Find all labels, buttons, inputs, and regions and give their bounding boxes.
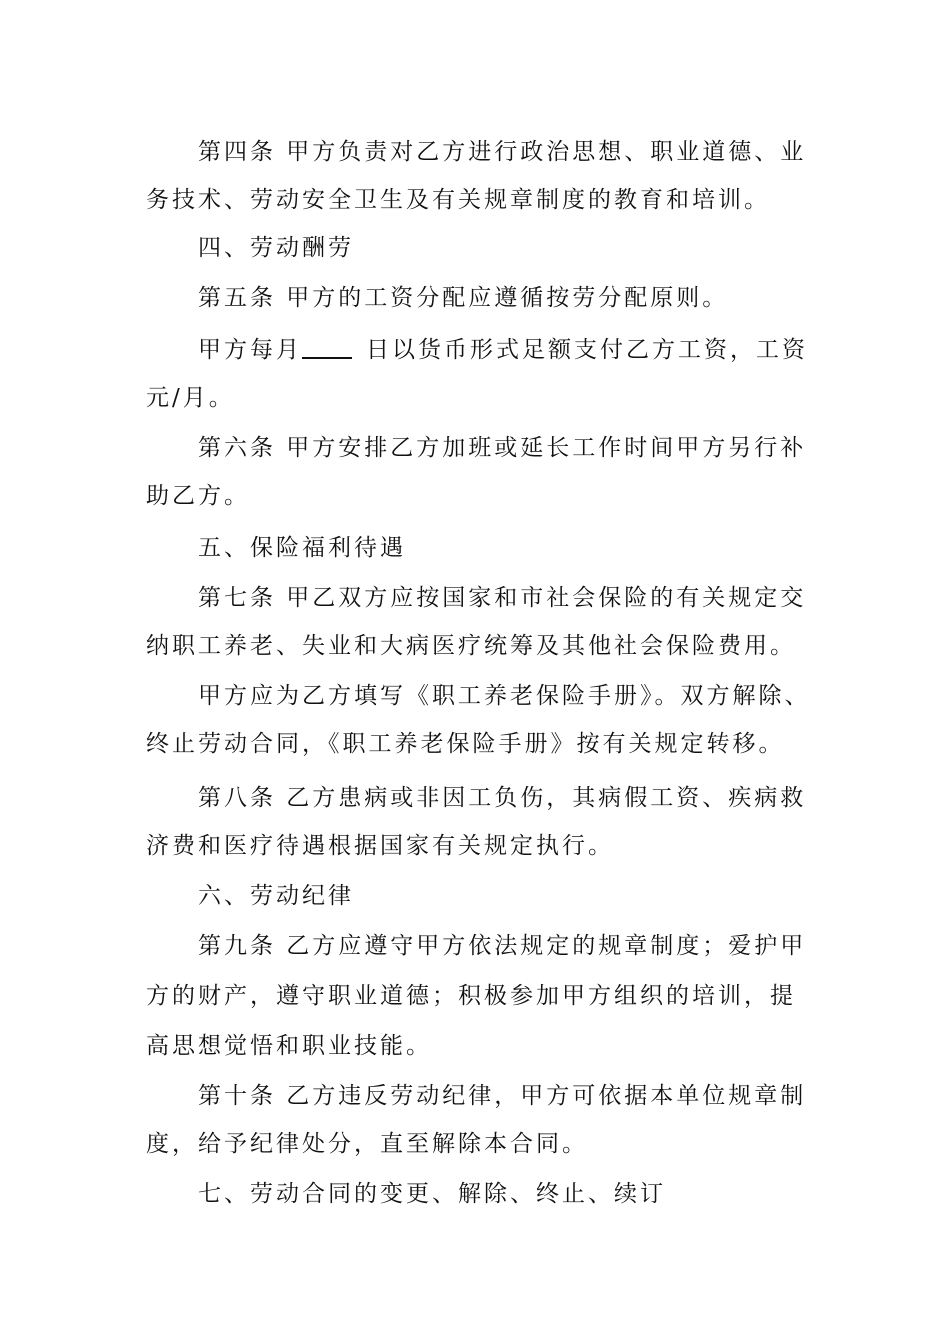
text-line: 第八条 乙方患病或非因工负伤，其病假工资、疾病救 (198, 785, 807, 811)
section-heading: 六、劳动纪律 (198, 883, 354, 909)
text-line: 第五条 甲方的工资分配应遵循按劳分配原则。 (198, 285, 729, 311)
text-line: 第十条 乙方违反劳动纪律，甲方可依据本单位规章制 (198, 1083, 807, 1109)
text-segment: 日以货币形式足额支付乙方工资，工资 (366, 337, 808, 363)
text-line: 元/月。 (146, 385, 235, 411)
text-line: 助乙方。 (146, 483, 250, 509)
text-line: 第九条 乙方应遵守甲方依法规定的规章制度；爱护甲 (198, 933, 807, 959)
section-heading: 五、保险福利待遇 (198, 535, 406, 561)
text-line: 第七条 甲乙双方应按国家和市社会保险的有关规定交 (198, 585, 807, 611)
text-line: 务技术、劳动安全卫生及有关规章制度的教育和培训。 (146, 187, 770, 213)
text-line: 方的财产，遵守职业道德；积极参加甲方组织的培训，提 (146, 983, 796, 1009)
text-line: 甲方应为乙方填写《职工养老保险手册》。双方解除、 (198, 683, 811, 709)
text-line: 度，给予纪律处分，直至解除本合同。 (146, 1131, 588, 1157)
text-segment: 甲方每月 (198, 337, 302, 363)
blank-underline (302, 337, 352, 359)
section-heading: 四、劳动酬劳 (198, 235, 354, 261)
section-heading: 七、劳动合同的变更、解除、终止、续订 (198, 1181, 666, 1207)
text-line: 终止劳动合同，《职工养老保险手册》按有关规定转移。 (146, 731, 785, 757)
text-line: 纳职工养老、失业和大病医疗统筹及其他社会保险费用。 (146, 633, 796, 659)
text-line: 第六条 甲方安排乙方加班或延长工作时间甲方另行补 (198, 435, 807, 461)
text-line (198, 336, 808, 364)
text-line: 高思想觉悟和职业技能。 (146, 1033, 432, 1059)
text-line: 第四条 甲方负责对乙方进行政治思想、职业道德、业 (198, 139, 807, 165)
text-line: 济费和医疗待遇根据国家有关规定执行。 (146, 833, 614, 859)
